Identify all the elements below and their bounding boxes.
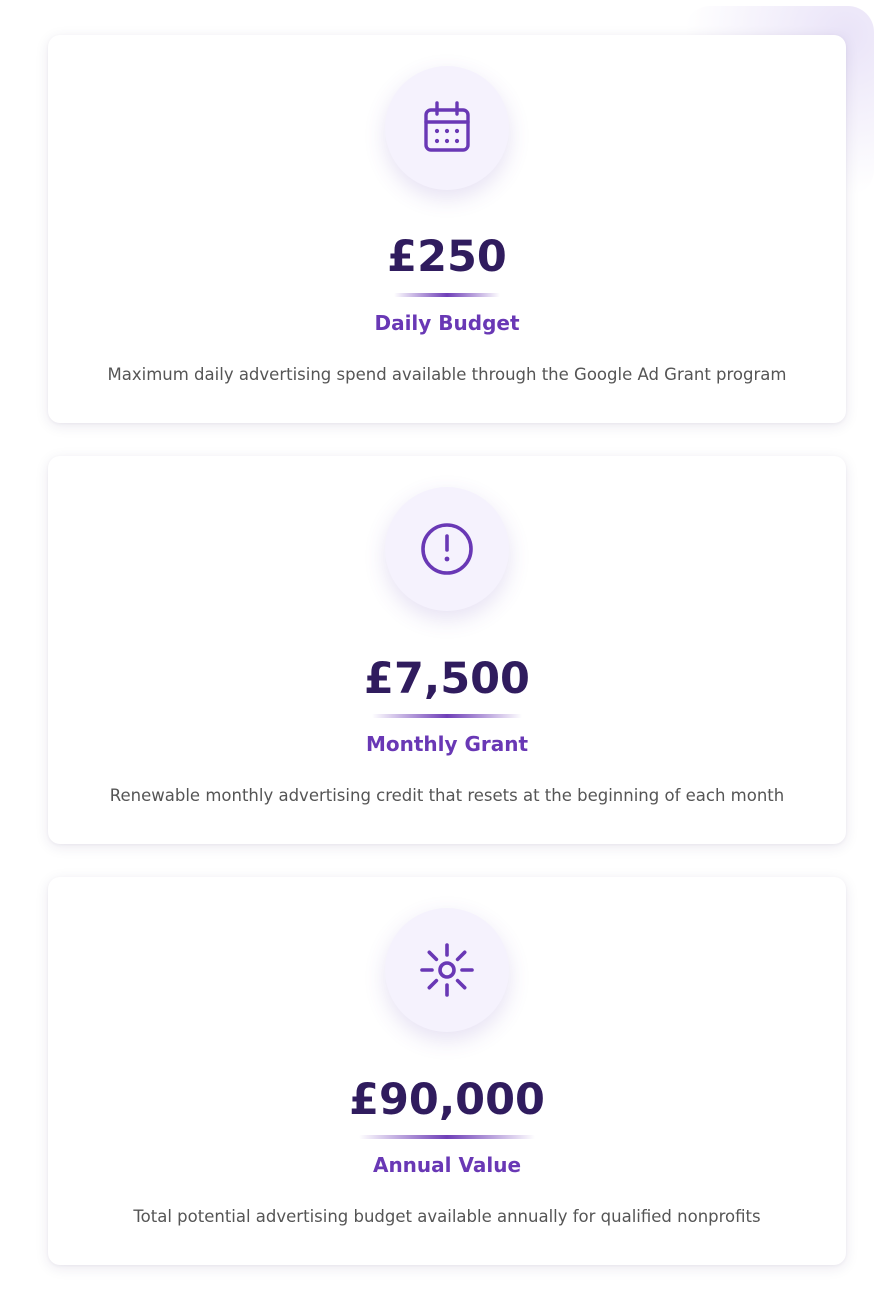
- stat-label: Daily Budget: [374, 311, 520, 335]
- stat-value: £7,500: [364, 654, 530, 704]
- stat-description: Renewable monthly advertising credit that resets at the beginning of each month: [109, 786, 785, 805]
- stat-value: £90,000: [349, 1075, 545, 1125]
- stat-card-annual-value: [48, 877, 846, 1265]
- value-underline: [394, 293, 500, 297]
- stat-value: £250: [387, 232, 507, 282]
- stat-label: Annual Value: [372, 1153, 522, 1177]
- sun-icon: [417, 940, 477, 1000]
- stat-description: Maximum daily advertising spend available through the Google Ad Grant program: [107, 365, 787, 384]
- value-underline: [359, 1135, 535, 1139]
- icon-badge: [385, 908, 509, 1032]
- stat-label: Monthly Grant: [365, 732, 529, 756]
- stat-card-monthly-grant: [48, 456, 846, 844]
- stat-description: Total potential advertising budget available annually for qualified nonprofits: [133, 1207, 761, 1226]
- clock-icon: [417, 519, 477, 579]
- stat-card-daily-budget: [48, 35, 846, 423]
- icon-badge: [385, 66, 509, 190]
- grant-stats-cards: [48, 35, 846, 1298]
- value-underline: [372, 714, 522, 718]
- calendar-icon: [417, 98, 477, 158]
- icon-badge: [385, 487, 509, 611]
